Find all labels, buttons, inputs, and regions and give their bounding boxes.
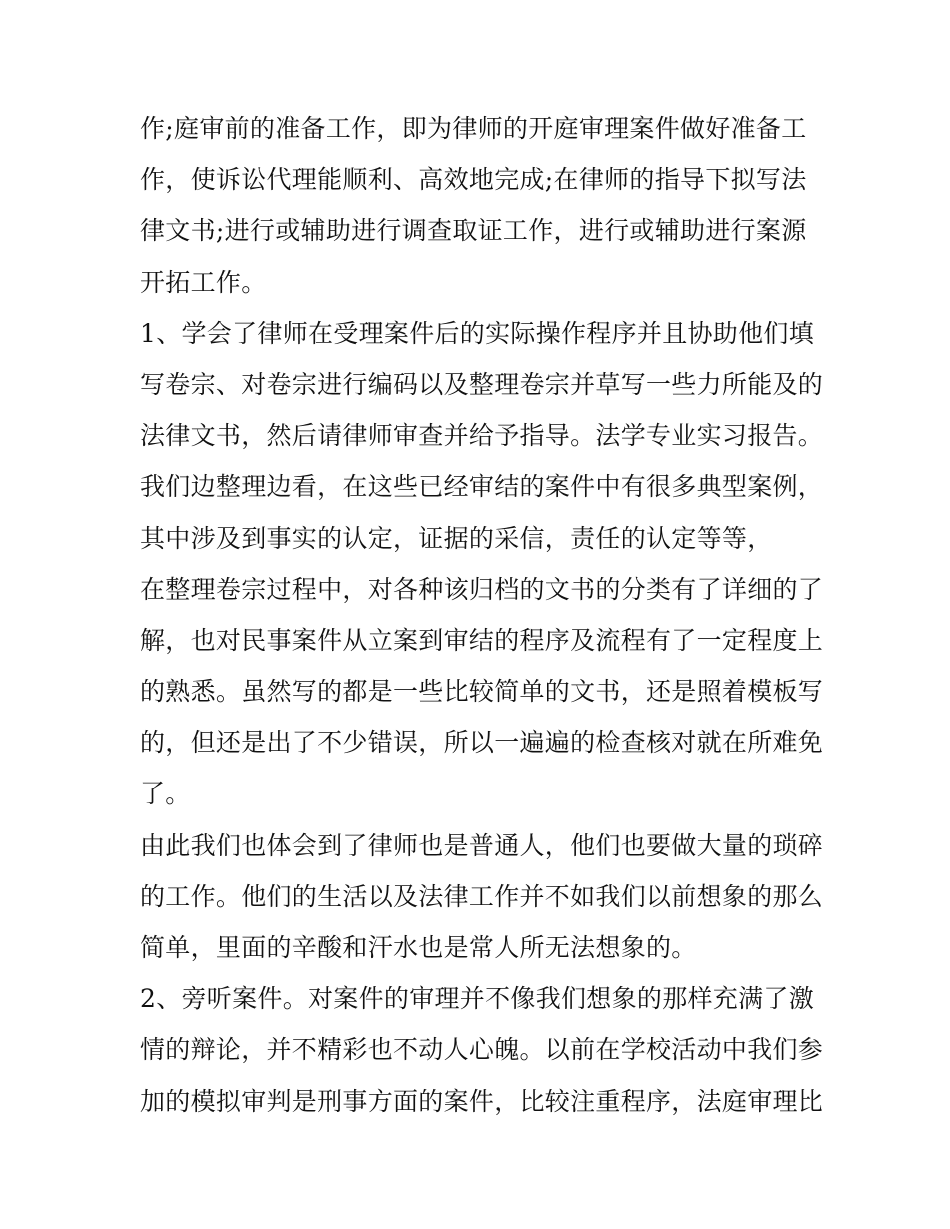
text-line: 1、学会了律师在受理案件后的实际操作程序并且协助他们填: [140, 318, 815, 348]
text-line: 的，但还是出了不少错误，所以一遍遍的检查核对就在所难免: [140, 728, 824, 758]
text-line: 作，使诉讼代理能顺利、高效地完成;在律师的指导下拟写法: [140, 165, 807, 195]
text-line: 解，也对民事案件从立案到审结的程序及流程有了一定程度上: [140, 625, 824, 655]
text-line: 的熟悉。虽然写的都是一些比较简单的文书，还是照着模板写: [140, 677, 824, 707]
text-line: 2、旁听案件。对案件的审理并不像我们想象的那样充满了激: [140, 984, 815, 1014]
text-line: 简单，里面的辛酸和汗水也是常人所无法想象的。: [140, 933, 697, 962]
text-line: 开拓工作。: [140, 267, 267, 297]
text-line: 法律文书，然后请律师审查并给予指导。法学专业实习报告。: [140, 421, 824, 451]
text-line: 了。: [140, 779, 191, 809]
text-line: 其中涉及到事实的认定，证据的采信，责任的认定等等，: [140, 523, 773, 553]
text-line: 写卷宗、对卷宗进行编码以及整理卷宗并草写一些力所能及的: [140, 369, 824, 399]
text-line: 的工作。他们的生活以及法律工作并不如我们以前想象的那么: [140, 881, 824, 911]
text-line: 由此我们也体会到了律师也是普通人，他们也要做大量的琐碎: [140, 830, 824, 860]
text-line: 在整理卷宗过程中，对各种该归档的文书的分类有了详细的了: [140, 574, 824, 604]
text-line: 作;庭审前的准备工作，即为律师的开庭审理案件做好准备工: [140, 114, 807, 143]
document-body: [140, 110, 824, 1121]
text-line: 情的辩论，并不精彩也不动人心魄。以前在学校活动中我们参: [140, 1035, 824, 1065]
text-line: 加的模拟审判是刑事方面的案件，比较注重程序，法庭审理比: [140, 1086, 824, 1116]
text-line: 我们边整理边看，在这些已经审结的案件中有很多典型案例，: [140, 472, 824, 502]
text-line: 律文书;进行或辅助进行调查取证工作，进行或辅助进行案源: [140, 216, 807, 246]
